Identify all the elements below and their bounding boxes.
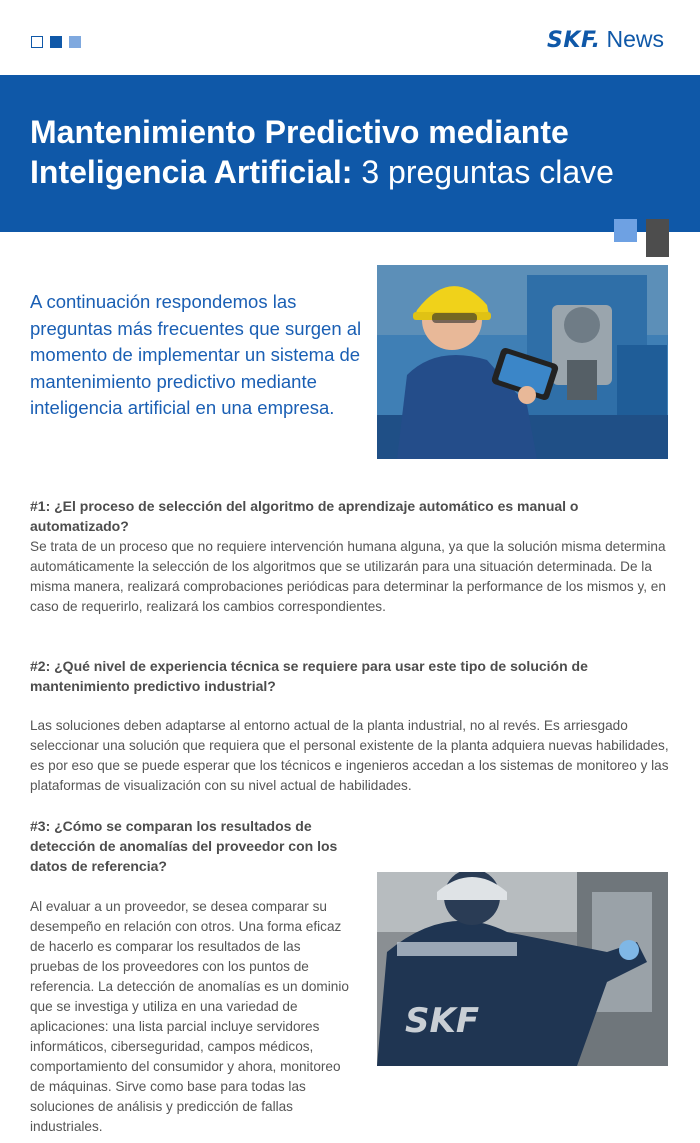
- skf-logo[interactable]: SKF.: [547, 28, 601, 53]
- worker-skf-jacket-photo: [377, 872, 668, 1066]
- answer-3: Al evaluar a un proveedor, se desea comparar su desempeño en relación con otros. Una forma eficaz de hacerlo es comparar los resultados de las pruebas de los proveedores con los puntos de referencia. La detección de anomalías es un dominio que se investiga y utiliza en una variedad de aplicaciones: una lista parcial incluye servidores informáticos, ciberseguridad, campos médicos, comportamiento del consumidor y ahora, monitoreo de máquinas. Sirve como base para todas las soluciones de análisis y predicción de fallas industriales.: [30, 899, 349, 1134]
- question-3: #3: ¿Cómo se comparan los resultados de detección de anomalías del proveedor con los datos de referencia?: [30, 818, 338, 874]
- accent-square-light: [614, 219, 637, 242]
- square-filled-icon: [50, 36, 62, 48]
- accent-square-dark: [646, 219, 669, 257]
- question-1: #1: ¿El proceso de selección del algoritmo de aprendizaje automático es manual o automatizado?: [30, 498, 579, 534]
- jacket-logo-text: SKF: [405, 1001, 480, 1041]
- title-bold: Mantenimiento Predictivo mediante Inteligencia Artificial:: [30, 114, 569, 190]
- answer-2: Las soluciones deben adaptarse al entorno actual de la planta industrial, no al revés. Es arriesgado seleccionar una solución que requiera que el personal existente de la planta adquiera nuevas habilidades, es por eso que se puede esperar que los técnicos e ingenieros accedan a los sistemas de monitoreo y las plataformas de visualización con su nivel actual de habilidades.: [30, 718, 669, 793]
- brand[interactable]: [547, 26, 664, 54]
- square-light-icon: [69, 36, 81, 48]
- news-label: News: [606, 26, 664, 52]
- title-light: 3 preguntas clave: [361, 154, 614, 190]
- square-outline-icon: [31, 36, 43, 48]
- page-title: [30, 112, 680, 192]
- answer-1: Se trata de un proceso que no requiere intervención humana alguna, ya que la solución misma determina automáticamente la selección de los algoritmos que se utilizarán para una situación determinada. De la misma manera, realizará comprobaciones periódicas para determinar la performance de los mismos y, en caso de requerirlo, realizará los cambios correspondientes.: [30, 539, 666, 614]
- technician-tablet-photo: [377, 265, 668, 459]
- question-2: #2: ¿Qué nivel de experiencia técnica se requiere para usar este tipo de solución de mantenimiento predictivo industrial?: [30, 658, 588, 694]
- intro-paragraph: A continuación respondemos las preguntas más frecuentes que surgen al momento de implementar un sistema de mantenimiento predictivo mediante inteligencia artificial en una empresa.: [30, 291, 362, 418]
